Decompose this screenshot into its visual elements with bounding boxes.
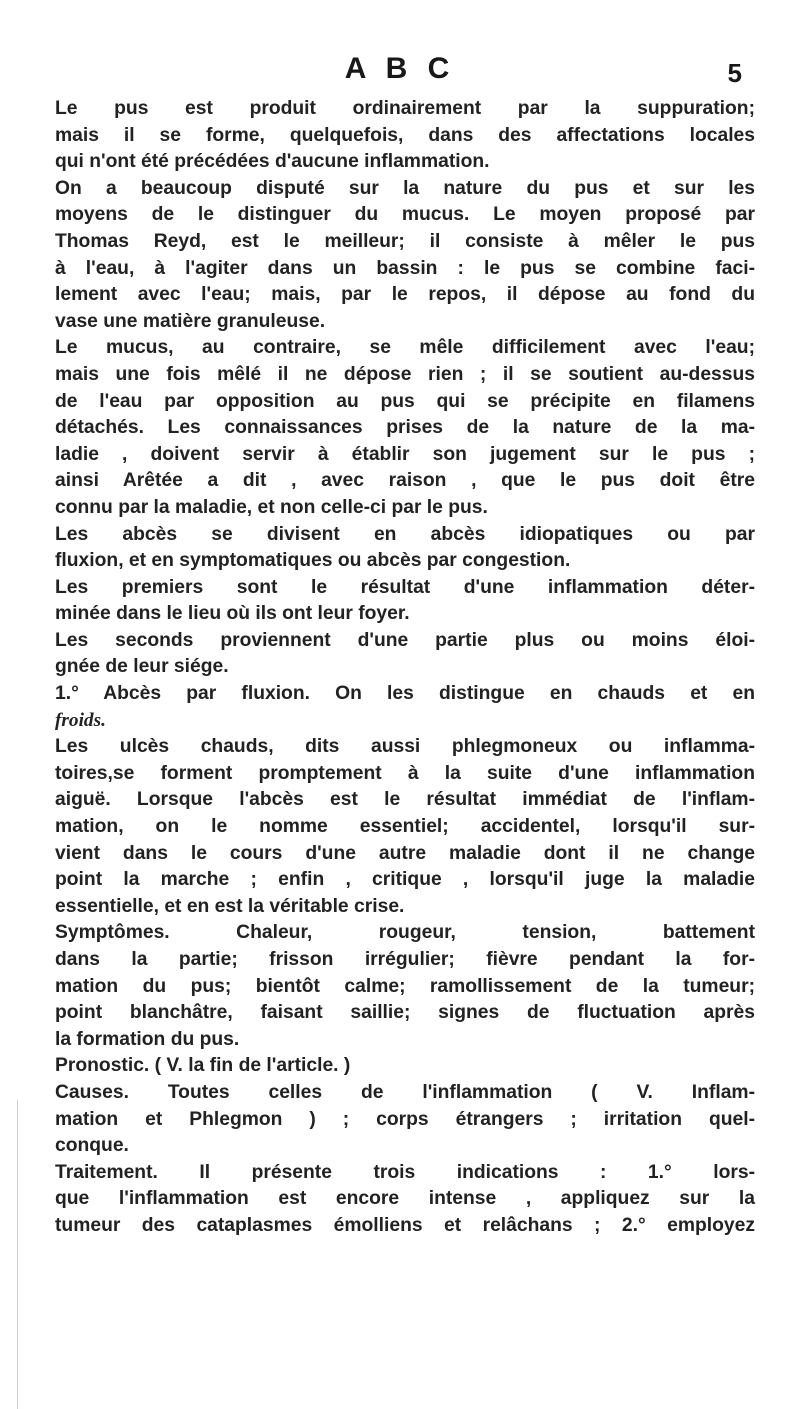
text-line: la formation du pus.	[55, 1028, 240, 1050]
text-line: froids.	[55, 709, 106, 731]
text-line: point blanchâtre, faisant saillie; signes de fluctuation après	[55, 1002, 755, 1024]
text-line: de l'eau par opposition au pus qui se précipite en filamens	[55, 390, 755, 412]
text-line: Les ulcès chauds, dits aussi phlegmoneux ou inflamma-	[55, 736, 755, 758]
text-line: connu par la maladie, et non celle-ci par le pus.	[55, 496, 488, 518]
text-line: moyens de le distinguer du mucus. Le moyen proposé par	[55, 204, 755, 226]
text-line: conque.	[55, 1135, 129, 1157]
text-line: dans la partie; frisson irrégulier; fièvre pendant la for-	[55, 949, 755, 970]
text-line: ainsi Arêtée a dit , avec raison , que le pus doit être	[55, 470, 755, 492]
running-head: A B C	[344, 52, 456, 85]
text-line: Thomas Reyd, est le meilleur; il consiste à mêler le pus	[55, 230, 755, 252]
text-line: vase une matière granuleuse.	[55, 310, 326, 332]
text-line: toires,se forment promptement à la suite d'une inflammation	[55, 762, 755, 784]
text-line: lement avec l'eau; mais, par le repos, il dépose au fond du	[55, 284, 755, 306]
text-line: que l'inflammation est encore intense , appliquez sur la	[55, 1188, 755, 1210]
text-line: essentielle, et en est la véritable crise.	[55, 895, 405, 917]
text-line: vient dans le cours d'une autre maladie dont il ne change	[55, 842, 755, 864]
text-line: mais une fois mêlé il ne dépose rien ; il se soutient au-dessus	[55, 363, 755, 385]
text-line: minée dans le lieu où ils ont leur foyer.	[55, 603, 410, 625]
text-line: à l'eau, à l'agiter dans un bassin : le pus se combine faci-	[55, 257, 755, 279]
page-header	[0, 52, 800, 96]
text-line: mais il se forme, quelquefois, dans des affectations locales	[55, 124, 755, 146]
text-line: 1.° Abcès par fluxion. On les distingue en chauds et en	[55, 683, 755, 705]
body-text	[55, 96, 755, 1240]
text-line: ladie , doivent servir à établir son jugement sur le pus ;	[55, 443, 755, 465]
text-line: Causes. Toutes celles de l'inflammation ( V. Inflam-	[55, 1081, 755, 1103]
text-line: gnée de leur siége.	[55, 656, 229, 678]
text-line: mation, on le nomme essentiel; accidentel, lorsqu'il sur-	[55, 816, 755, 838]
text-line: point la marche ; enfin , critique , lorsqu'il juge la maladie	[55, 869, 755, 891]
page-edge-shadow	[17, 1100, 18, 1409]
text-line: aiguë. Lorsque l'abcès est le résultat immédiat de l'inflam-	[55, 789, 755, 811]
text-line: Pronostic. ( V. la fin de l'article. )	[55, 1055, 351, 1077]
text-line: On a beaucoup disputé sur la nature du pus et sur les	[55, 177, 755, 199]
text-line: Les premiers sont le résultat d'une inflammation déter-	[55, 576, 755, 598]
text-line: mation du pus; bientôt calme; ramollissement de la tumeur;	[55, 975, 755, 997]
text-line: Symptômes. Chaleur, rougeur, tension, battement	[55, 922, 755, 944]
page-number: 5	[727, 58, 742, 88]
text-line: Les seconds proviennent d'une partie plus ou moins éloi-	[55, 629, 755, 651]
text-line: Les abcès se divisent en abcès idiopatiques ou par	[55, 523, 755, 545]
text-line: Le mucus, au contraire, se mêle difficilement avec l'eau;	[55, 337, 755, 359]
text-line: Le pus est produit ordinairement par la suppuration;	[55, 98, 755, 119]
text-line: tumeur des cataplasmes émolliens et relâchans ; 2.° employez	[55, 1214, 755, 1236]
text-line: détachés. Les connaissances prises de la nature de la ma-	[55, 417, 755, 439]
text-line: qui n'ont été précédées d'aucune inflammation.	[55, 151, 490, 173]
text-line: fluxion, et en symptomatiques ou abcès par congestion.	[55, 550, 571, 572]
text-line: Traitement. Il présente trois indications : 1.° lors-	[55, 1161, 755, 1183]
text-line: mation et Phlegmon ) ; corps étrangers ; irritation quel-	[55, 1108, 755, 1130]
